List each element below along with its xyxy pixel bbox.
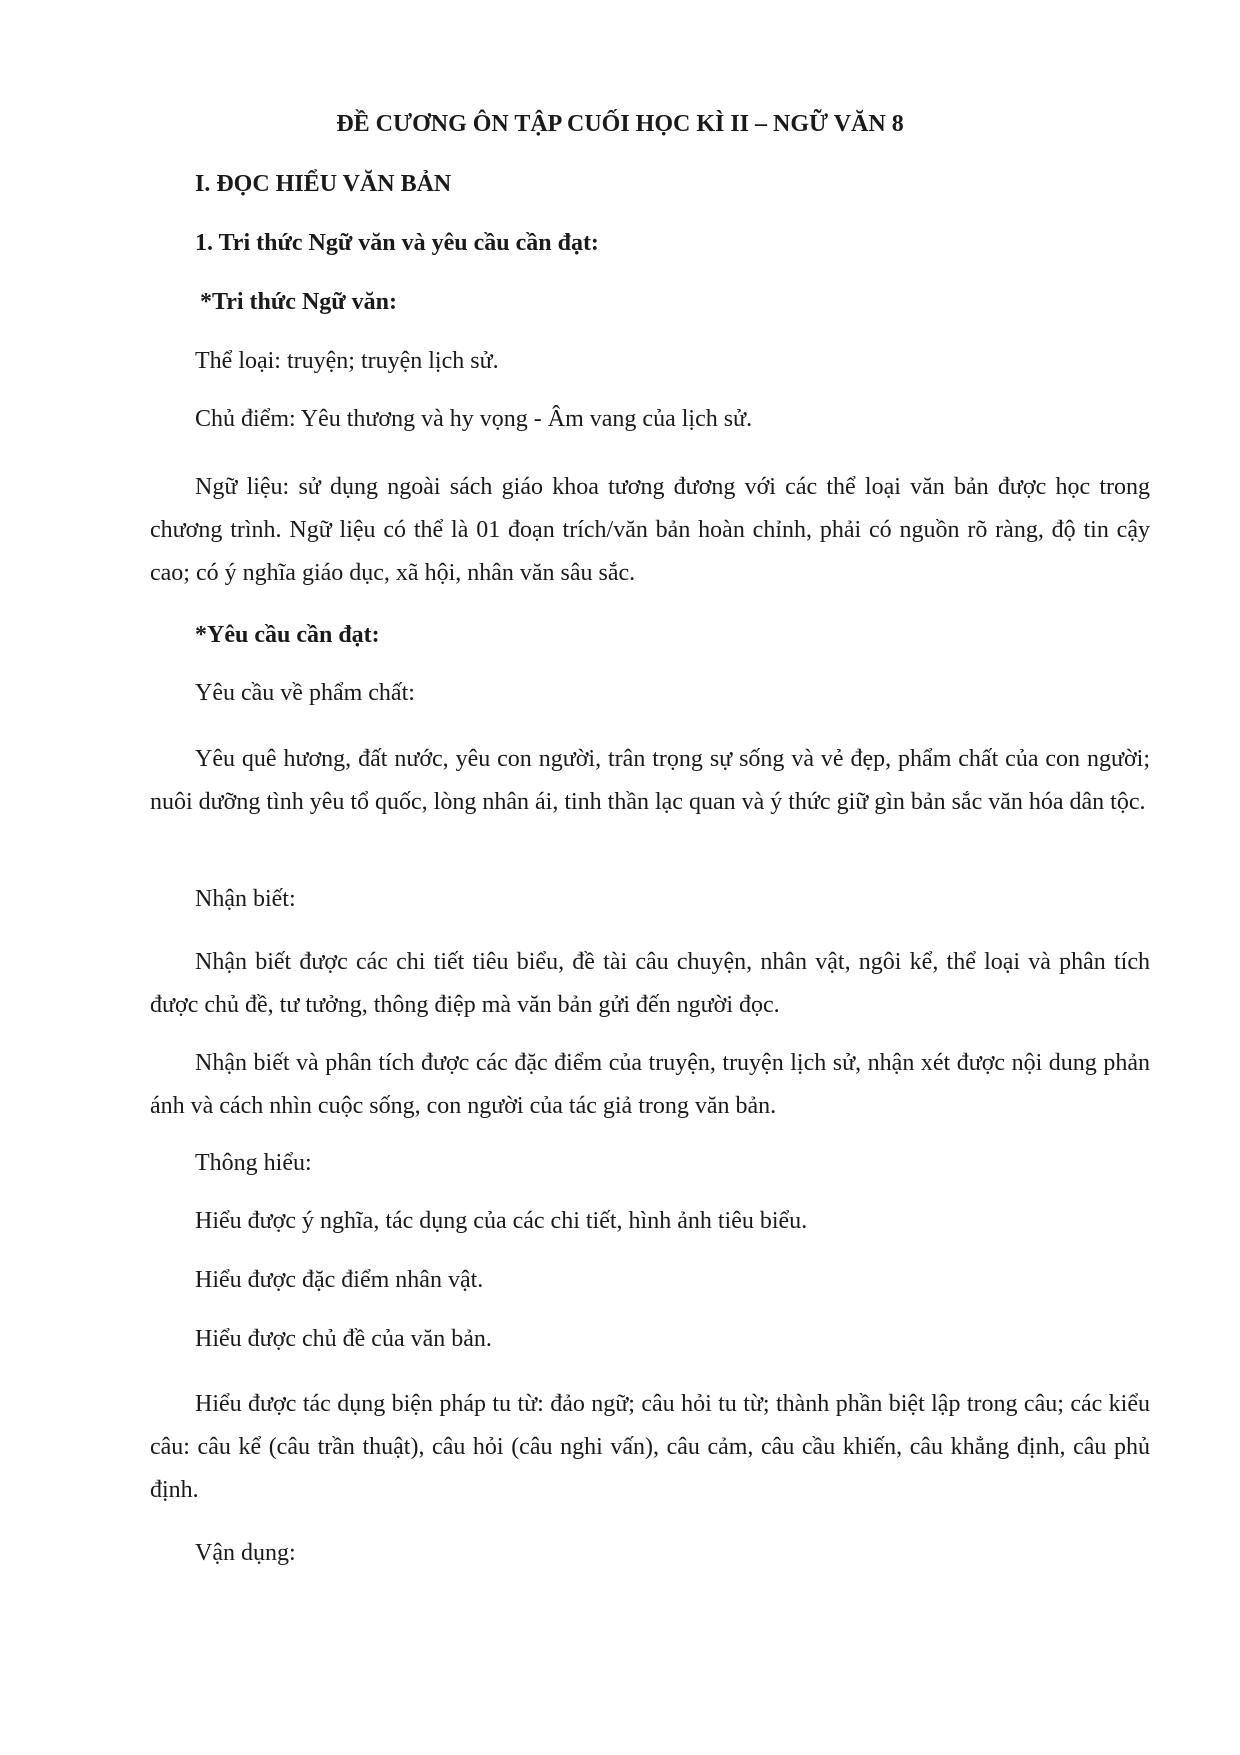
requirements-heading: *Yêu cầu cần đạt:: [195, 622, 380, 648]
comprehension-item-1: Hiểu được ý nghĩa, tác dụng của các chi tiết, hình ảnh tiêu biểu.: [195, 1208, 808, 1234]
comprehension-paragraph-4: Hiểu được tác dụng biện pháp tu từ: đảo ngữ; câu hỏi tu từ; thành phần biệt lập trong câu; các kiểu câu: câu kể (câu trần thuật), câu hỏi (câu nghi vấn), câu cảm, câu cầu khiến, câu khẳng định, câu phủ định.: [150, 1391, 1150, 1503]
section-heading: I. ĐỌC HIỂU VĂN BẢN: [195, 171, 452, 197]
comprehension-item-2: Hiểu được đặc điểm nhân vật.: [195, 1267, 484, 1293]
recognition-paragraph-2: Nhận biết và phân tích được các đặc điểm của truyện, truyện lịch sử, nhận xét được nội dung phản ánh và cách nhìn cuộc sống, con người của tác giả trong văn bản.: [150, 1050, 1150, 1119]
theme-line: Chủ điểm: Yêu thương và hy vọng - Âm vang của lịch sử.: [195, 406, 753, 432]
knowledge-heading: *Tri thức Ngữ văn:: [200, 289, 398, 315]
application-label: Vận dụng:: [195, 1540, 296, 1566]
quality-paragraph: Yêu quê hương, đất nước, yêu con người, trân trọng sự sống và vẻ đẹp, phẩm chất của con người; nuôi dưỡng tình yêu tổ quốc, lòng nhân ái, tinh thần lạc quan và ý thức giữ gìn bản sắc văn hóa dân tộc.: [150, 746, 1150, 815]
recognition-label: Nhận biết:: [195, 886, 296, 912]
document-title: ĐỀ CƯƠNG ÔN TẬP CUỐI HỌC KÌ II – NGỮ VĂN 8: [336, 111, 904, 137]
comprehension-label: Thông hiểu:: [195, 1150, 312, 1176]
quality-label: Yêu cầu về phẩm chất:: [195, 680, 415, 706]
comprehension-item-3: Hiểu được chủ đề của văn bản.: [195, 1326, 492, 1352]
subsection-heading: 1. Tri thức Ngữ văn và yêu cầu cần đạt:: [195, 230, 599, 256]
material-paragraph: Ngữ liệu: sử dụng ngoài sách giáo khoa tương đương với các thể loại văn bản được học trong chương trình. Ngữ liệu có thể là 01 đoạn trích/văn bản hoàn chỉnh, phải có nguồn rõ ràng, độ tin cậy cao; có ý nghĩa giáo dục, xã hội, nhân văn sâu sắc.: [150, 474, 1150, 586]
recognition-paragraph-1: Nhận biết được các chi tiết tiêu biểu, đề tài câu chuyện, nhân vật, ngôi kể, thể loại và phân tích được chủ đề, tư tưởng, thông điệp mà văn bản gửi đến người đọc.: [150, 949, 1150, 1018]
genre-line: Thể loại: truyện; truyện lịch sử.: [195, 348, 499, 374]
